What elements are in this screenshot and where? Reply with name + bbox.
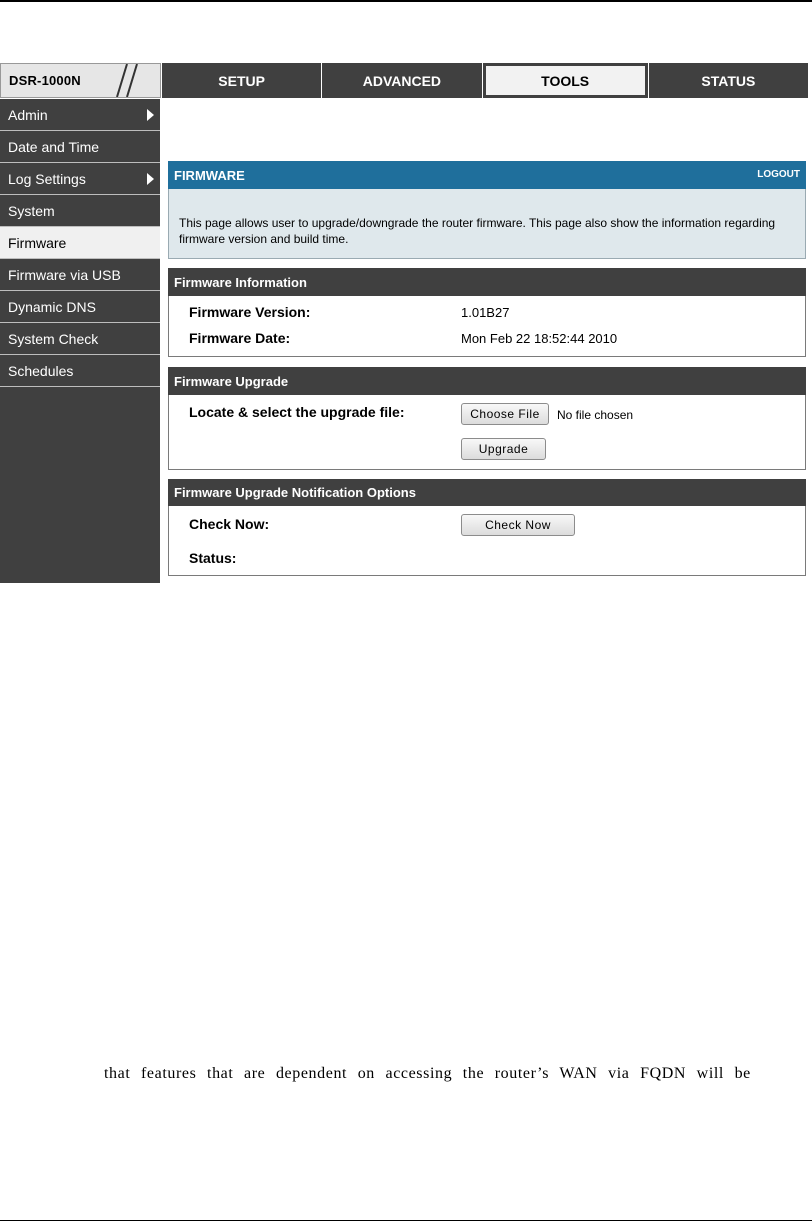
page-title: FIRMWARE <box>174 167 245 183</box>
upgrade-file-label: Locate & select the upgrade file: <box>189 404 405 420</box>
page-bottom-rule <box>0 1220 812 1221</box>
sidebar <box>0 99 160 583</box>
sidebar-item-firmware-via-usb[interactable] <box>0 259 160 291</box>
sidebar-item-date-and-time[interactable] <box>0 131 160 163</box>
top-nav <box>162 63 808 98</box>
logout-link[interactable]: LOGOUT <box>757 169 800 180</box>
sidebar-item-firmware[interactable] <box>0 227 160 259</box>
choose-file-button[interactable]: Choose File <box>461 403 549 425</box>
notification-options-header <box>168 479 806 506</box>
sidebar-item-system-check[interactable] <box>0 323 160 355</box>
sidebar-item-system[interactable] <box>0 195 160 227</box>
page-header <box>168 161 806 189</box>
tab-advanced[interactable]: ADVANCED <box>322 63 481 98</box>
firmware-date-row <box>169 330 805 356</box>
firmware-info-section <box>168 296 806 357</box>
firmware-upgrade-header <box>168 367 806 395</box>
firmware-info-header <box>168 268 806 296</box>
sidebar-item-schedules[interactable] <box>0 355 160 387</box>
status-row <box>169 550 805 576</box>
no-file-chosen-text: No file chosen <box>557 408 634 422</box>
firmware-date-label: Firmware Date: <box>189 330 291 346</box>
tab-status[interactable]: STATUS <box>649 63 808 98</box>
section-title: Firmware Information <box>174 274 307 290</box>
status-label: Status: <box>189 550 237 566</box>
model-logo <box>0 63 161 98</box>
page-top-rule <box>0 0 812 2</box>
sidebar-item-label: Firmware via USB <box>8 266 121 283</box>
check-now-button[interactable]: Check Now <box>461 514 575 536</box>
sidebar-item-label: Log Settings <box>8 170 86 187</box>
section-title: Firmware Upgrade <box>174 373 289 389</box>
sidebar-item-admin[interactable] <box>0 99 160 131</box>
page-description <box>168 189 806 259</box>
notification-options-section <box>168 506 806 576</box>
sidebar-item-log-settings[interactable] <box>0 163 160 195</box>
sidebar-item-label: Firmware <box>8 234 67 251</box>
tab-tools[interactable]: TOOLS <box>483 63 648 98</box>
tab-setup[interactable]: SETUP <box>162 63 321 98</box>
slash-decoration-icon <box>105 64 161 97</box>
document-body-text: that features that are dependent on accessing the router’s WAN via FQDN will be <box>104 1065 751 1082</box>
page-description-text: This page allows user to upgrade/downgrade the router firmware. This page also show the information regarding firmware version and build time. <box>179 216 776 246</box>
firmware-version-row <box>169 304 805 330</box>
sidebar-item-label: Admin <box>8 106 48 123</box>
section-title: Firmware Upgrade Notification Options <box>174 485 416 500</box>
firmware-version-value: 1.01B27 <box>461 305 510 320</box>
sidebar-item-label: Date and Time <box>8 138 100 155</box>
upgrade-button[interactable]: Upgrade <box>461 438 546 460</box>
check-now-label: Check Now: <box>189 516 270 532</box>
firmware-date-value: Mon Feb 22 18:52:44 2010 <box>461 331 618 346</box>
firmware-version-label: Firmware Version: <box>189 304 311 320</box>
firmware-upgrade-section <box>168 395 806 470</box>
sidebar-item-label: System <box>8 202 55 219</box>
sidebar-item-label: System Check <box>8 330 99 347</box>
sidebar-item-label: Dynamic DNS <box>8 298 96 315</box>
submenu-arrow-icon <box>147 109 154 121</box>
sidebar-item-label: Schedules <box>8 362 74 379</box>
model-name: DSR-1000N <box>9 73 81 88</box>
sidebar-item-dynamic-dns[interactable] <box>0 291 160 323</box>
submenu-arrow-icon <box>147 173 154 185</box>
